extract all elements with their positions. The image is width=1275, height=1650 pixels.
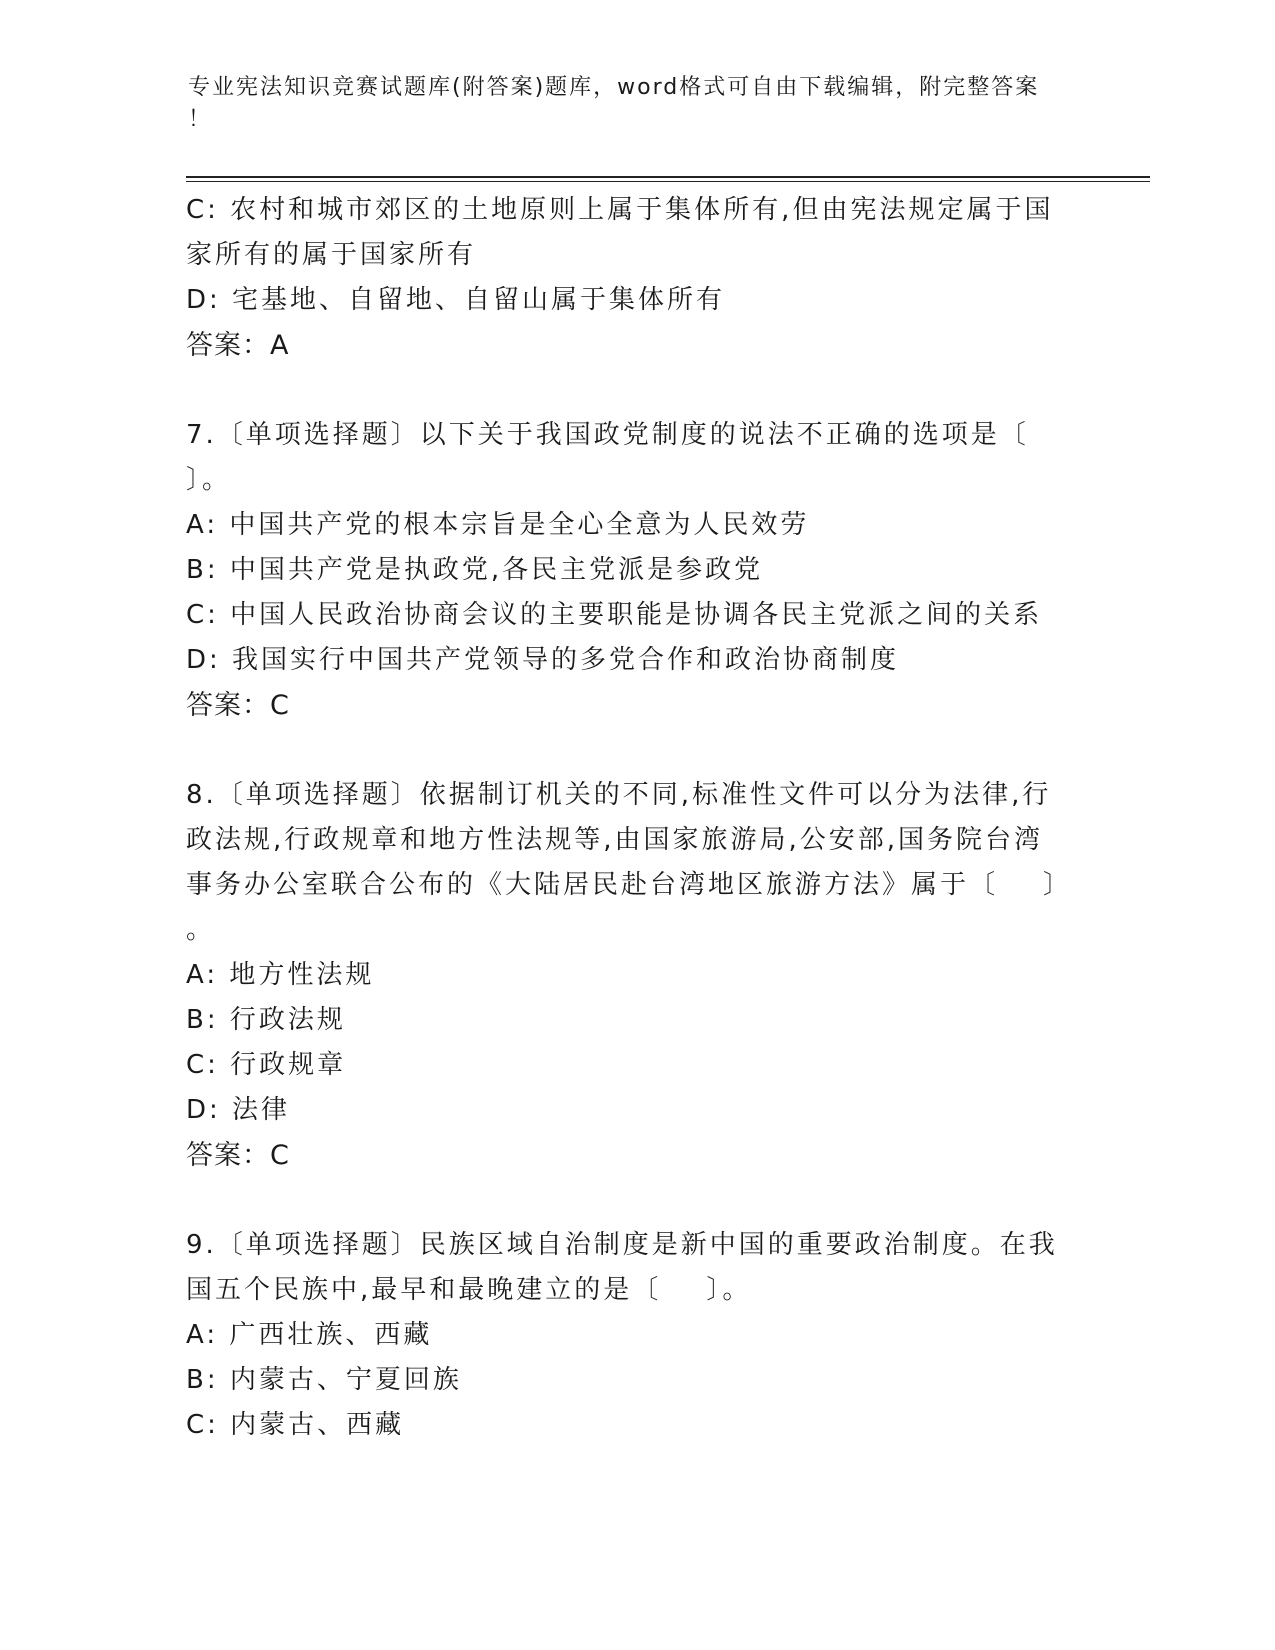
question-7 [186, 413, 1066, 728]
option-c: C: 行政规章 [186, 1050, 347, 1080]
option-a: A: 广西壮族、西藏 [186, 1320, 433, 1350]
option-b: B: 内蒙古、宁夏回族 [186, 1365, 462, 1395]
question-stem-line: 。 [186, 915, 216, 945]
header-divider-thick [186, 176, 1150, 178]
header-title-line-2: ！ [188, 107, 213, 132]
option-d: D: 宅基地、自留地、自留山属于集体所有 [186, 285, 726, 315]
answer-line: 答案：A [186, 330, 290, 361]
answer-line: 答案：C [186, 1140, 290, 1171]
continued-question-block [186, 188, 1066, 368]
header-divider-thin [186, 181, 1150, 182]
option-a: A: 中国共产党的根本宗旨是全心全意为人民效劳 [186, 510, 810, 540]
question-content [186, 188, 1073, 1448]
option-c-line-1: C: 农村和城市郊区的土地原则上属于集体所有,但由宪法规定属于国 [186, 195, 1054, 225]
question-stem-line: 9.〔单项选择题〕民族区域自治制度是新中国的重要政治制度。在我 [186, 1230, 1058, 1260]
option-b: B: 行政法规 [186, 1005, 346, 1035]
question-stem-line: 国五个民族中,最早和最晚建立的是〔 〕。 [186, 1275, 752, 1305]
option-b: B: 中国共产党是执政党,各民主党派是参政党 [186, 555, 764, 585]
question-9 [186, 1223, 1066, 1448]
header-title-line-1: 专业宪法知识竞赛试题库(附答案)题库，word格式可自由下载编辑，附完整答案 [188, 75, 1040, 100]
question-stem-line: 政法规,行政规章和地方性法规等,由国家旅游局,公安部,国务院台湾 [186, 825, 1044, 855]
option-c: C: 内蒙古、西藏 [186, 1410, 405, 1440]
answer-line: 答案：C [186, 690, 290, 721]
question-8 [186, 773, 1073, 1178]
option-a: A: 地方性法规 [186, 960, 375, 990]
option-d: D: 我国实行中国共产党领导的多党合作和政治协商制度 [186, 645, 900, 675]
question-stem-line: 〕。 [186, 465, 232, 495]
question-stem-line: 7.〔单项选择题〕以下关于我国政党制度的说法不正确的选项是〔 [186, 420, 1029, 450]
option-d: D: 法律 [186, 1095, 291, 1125]
question-stem-line: 8.〔单项选择题〕依据制订机关的不同,标准性文件可以分为法律,行 [186, 780, 1052, 810]
option-c: C: 中国人民政治协商会议的主要职能是协调各民主党派之间的关系 [186, 600, 1043, 630]
document-header [188, 72, 1068, 136]
option-c-line-2: 家所有的属于国家所有 [186, 240, 477, 270]
question-stem-line: 事务办公室联合公布的《大陆居民赴台湾地区旅游方法》属于〔 〕 [186, 870, 1073, 900]
